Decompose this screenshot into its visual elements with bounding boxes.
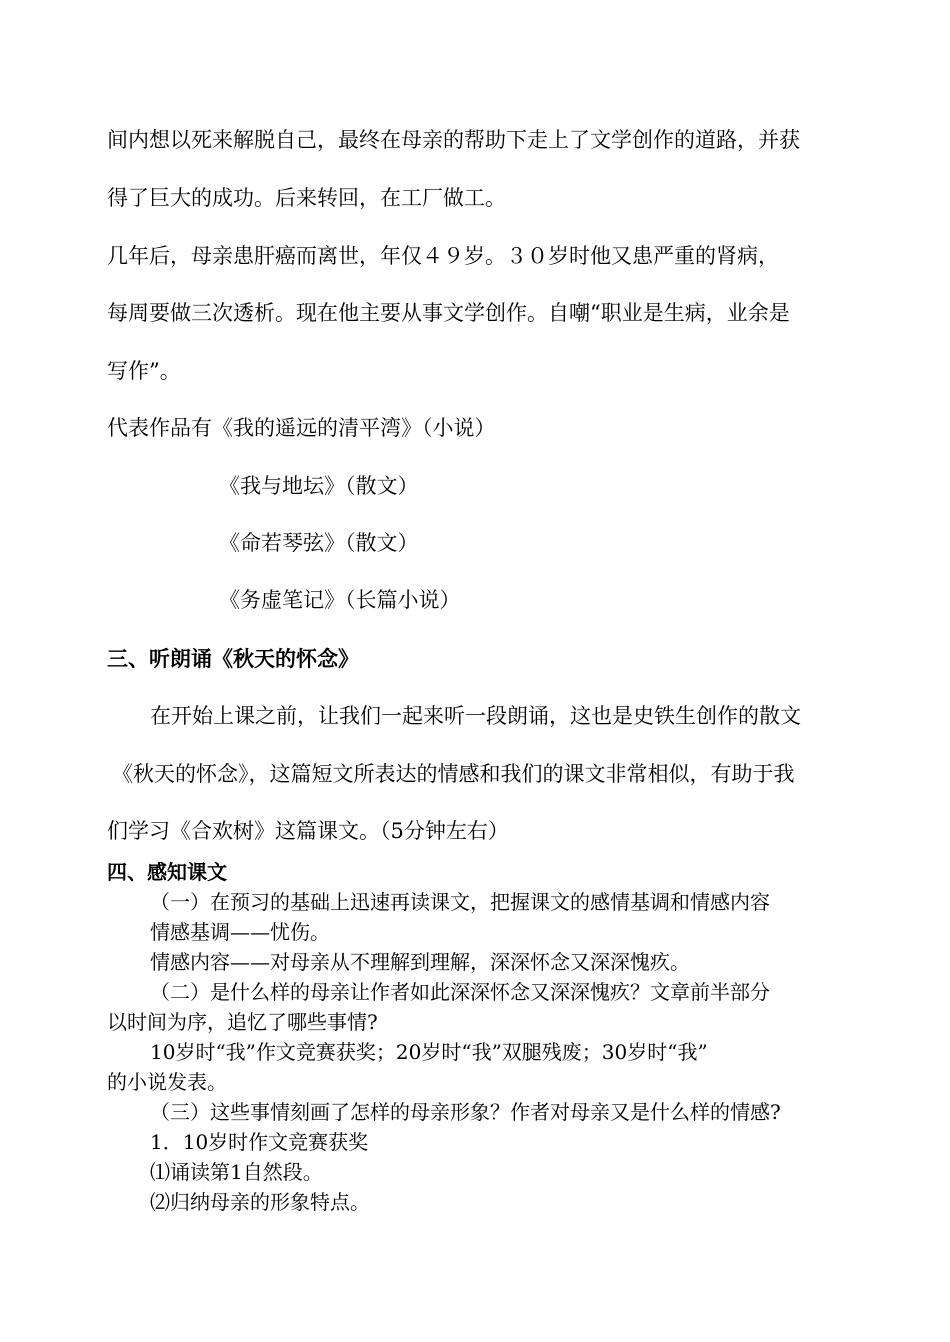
paragraph-line: 在开始上课之前，让我们一起来听一段朗诵，这也是史铁生创作的散文 <box>150 704 801 728</box>
section-heading: 四、感知课文 <box>107 860 227 884</box>
paragraph-line: 得了巨大的成功。后来转回，在工厂做工。 <box>107 186 506 210</box>
list-item: ⑵归纳母亲的形象特点。 <box>150 1190 370 1214</box>
paragraph-line: 的小说发表。 <box>107 1070 227 1094</box>
work-item: 《务虚笔记》（长篇小说） <box>219 588 461 612</box>
list-item: 1．10岁时作文竞赛获奖 <box>150 1130 369 1154</box>
paragraph-line: 间内想以死来解脱自己，最终在母亲的帮助下走上了文学创作的道路，并获 <box>107 128 800 152</box>
paragraph-line: 写作”。 <box>107 359 181 383</box>
paragraph-line: 10岁时“我”作文竞赛获奖；20岁时“我”双腿残废；30岁时“我” <box>150 1040 708 1064</box>
paragraph-line: （三）这些事情刻画了怎样的母亲形象？作者对母亲又是什么样的情感? <box>150 1100 781 1124</box>
paragraph-line: 《秋天的怀念》，这篇短文所表达的情感和我们的课文非常相似，有助于我 <box>112 762 795 786</box>
section-heading: 三、听朗诵《秋天的怀念》 <box>107 646 359 671</box>
paragraph-line: （一）在预习的基础上迅速再读课文，把握课文的感情基调和情感内容 <box>150 890 770 914</box>
paragraph-line: （二）是什么样的母亲让作者如此深深怀念又深深愧疚？文章前半部分 <box>150 980 770 1004</box>
paragraph-line: 情感基调——忧伤。 <box>150 920 330 944</box>
paragraph-line: 几年后，母亲患肝癌而离世，年仅４９岁。３０岁时他又患严重的肾病， <box>107 244 779 268</box>
work-item: 《命若琴弦》（散文） <box>219 531 419 555</box>
works-intro: 代表作品有《我的遥远的清平湾》（小说） <box>107 416 496 440</box>
paragraph-line: 们学习《合欢树》这篇课文。（5分钟左右） <box>107 819 509 843</box>
work-item: 《我与地坛》（散文） <box>219 474 419 498</box>
paragraph-line: 情感内容——对母亲从不理解到理解，深深怀念又深深愧疚。 <box>150 950 690 974</box>
list-item: ⑴诵读第1自然段。 <box>150 1160 323 1184</box>
paragraph-line: 每周要做三次透析。现在他主要从事文学创作。自嘲“职业是生病，业余是 <box>107 301 790 325</box>
paragraph-line: 以时间为序，追忆了哪些事情? <box>107 1010 378 1034</box>
